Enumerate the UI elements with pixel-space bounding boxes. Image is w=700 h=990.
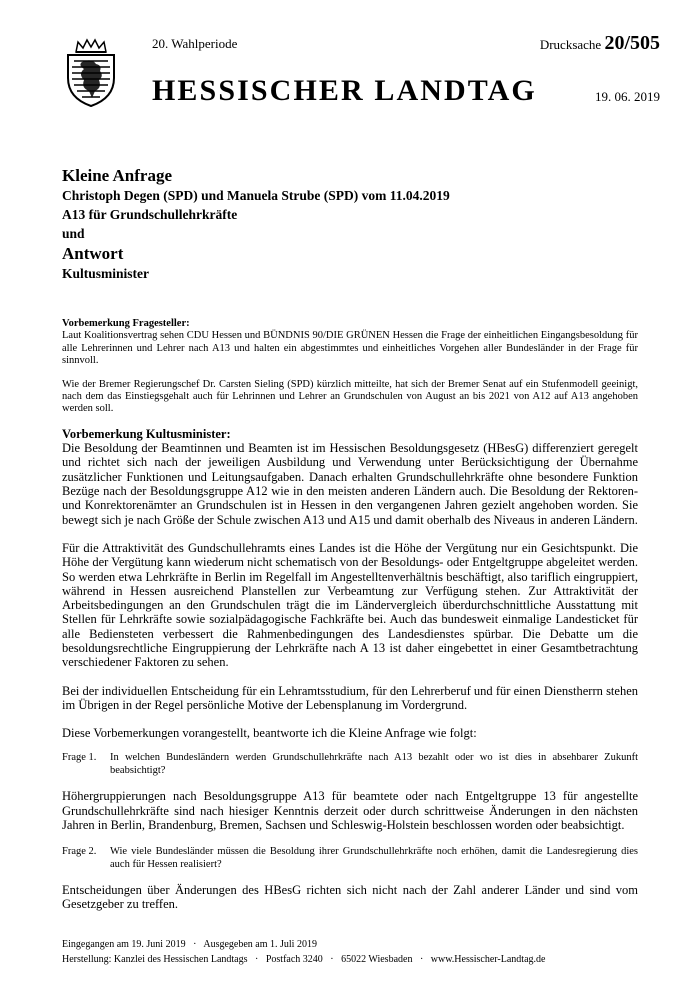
paragraph: Bei der individuellen Entscheidung für ein Lehramtsstudium, für den Lehrerberuf und für einen Dienstherrn stehen im Übrigen in der Regel persönliche Motive der Lebensplanung im Vordergrund. bbox=[62, 683, 638, 712]
paragraph: Die Besoldung der Beamtinnen und Beamten ist im Hessischen Besoldungsgesetz (HBesG) differenziert geregelt und richtet sich nach der jeweiligen Ausbildung und Verwendung unter Berücksichtigung der Übernahme zusätzlicher Funktionen und Leitungsaufgaben. Danach erhalten Grundschullehrkräfte ohne besondere Funktion Bezüge nach der Besoldungsgruppe A12 wie in den meisten anderen Ländern auch. Die Besoldung der Rektoren- und Konrektorenämter an Grundschulen ist in Hessen in den vergangenen Jahren gezielt angehoben worden. Sie bewegt sich je nach Größe der Schule zwischen A13 und A15 und damit oberhalb des Niveaus in anderen Ländern. bbox=[62, 441, 638, 527]
footer-imprint: Herstellung: Kanzlei des Hessischen Landtags · Postfach 3240 · 65022 Wiesbaden · www.Hessischer-Landtag.de bbox=[62, 954, 546, 965]
document-footer bbox=[62, 937, 662, 967]
legislative-period: 20. Wahlperiode bbox=[152, 36, 238, 51]
und-line: und bbox=[62, 226, 85, 241]
paragraph: Diese Vorbemerkungen vorangestellt, beantworte ich die Kleine Anfrage wie folgt: bbox=[62, 726, 477, 741]
paragraph: Laut Koalitionsvertrag sehen CDU Hessen und BÜNDNIS 90/DIE GRÜNEN Hessen die Frage der einheitlichen Eingangsbesoldung für alle Lehrerinnen und Lehrer nach A13 und halten ein abgestimmtes und einheitliches Vorgehen aller Bundesländer in der Frage für sinnvoll. bbox=[62, 330, 638, 367]
answer-title: Antwort bbox=[62, 244, 124, 263]
drucksache-label bbox=[540, 32, 660, 55]
document-type: Kleine Anfrage bbox=[62, 166, 173, 185]
drucksache-label-text: Drucksache bbox=[539, 37, 602, 52]
authors-line: Christoph Degen (SPD) und Manuela Strube (SPD) vom 11.04.2019 bbox=[62, 188, 450, 203]
question-1 bbox=[62, 752, 638, 777]
question-text: Wie viele Bundesländer müssen die Besoldung ihrer Grundschullehrkräfte noch erhöhen, damit die Landesregierung dies auch für Hessen realisiert? bbox=[110, 846, 638, 870]
footer-dates: Eingegangen am 19. Juni 2019 · Ausgegeben am 1. Juli 2019 bbox=[62, 939, 317, 950]
topic-line: A13 für Grundschullehrkräfte bbox=[62, 207, 238, 222]
drucksache-number: 20/505 bbox=[604, 32, 660, 54]
section-title-kultusminister: Vorbemerkung Kultusminister: bbox=[62, 426, 231, 441]
question-2 bbox=[62, 846, 638, 871]
question-text: In welchen Bundesländern werden Grundschullehrkräfte nach A13 bezahlt oder wo ist dies in absehbarer Zukunft beabsichtigt? bbox=[110, 752, 638, 776]
paragraph: Wie der Bremer Regierungschef Dr. Carsten Sieling (SPD) kürzlich mitteilte, hat sich der Bremer Senat auf ein Stufenmodell geeinigt, nach dem das Einstiegsgehalt auch für Lehrinnen und Lehrer an Grundschulen von August an bis 2021 von A12 auf A13 angehoben werden soll. bbox=[62, 378, 638, 415]
document-date: 19. 06. 2019 bbox=[595, 89, 660, 104]
hessen-coat-of-arms-icon bbox=[62, 38, 120, 108]
question-label: Frage 1. bbox=[62, 752, 97, 764]
answer-1: Höhergruppierungen nach Besoldungsgruppe A13 für beamtete oder nach Entgeltgruppe 13 für angestellte Grundschullehrkräfte sind nach hiesiger Kenntnis derzeit oder durch schrittweise Änderungen in den nächsten Jahren in Berlin, Brandenburg, Bremen, Sachsen und Schleswig-Holstein beschlossen worden oder beabsichtigt. bbox=[62, 789, 638, 832]
document-body bbox=[62, 318, 638, 912]
ministry-line: Kultusminister bbox=[62, 266, 150, 281]
question-label: Frage 2. bbox=[62, 846, 97, 858]
parliament-title: HESSISCHER LANDTAG bbox=[152, 74, 537, 107]
answer-2: Entscheidungen über Änderungen des HBesG richten sich nicht nach der Zahl anderer Länder und sind vom Gesetzgeber zu treffen. bbox=[62, 883, 638, 912]
section-title-fragesteller: Vorbemerkung Fragesteller: bbox=[62, 318, 190, 329]
document-heading bbox=[62, 165, 662, 283]
paragraph: Für die Attraktivität des Gundschullehramts eines Landes ist die Höhe der Vergütung nur ein Gesichtspunkt. Die Höhe der Vergütung kann wiederum nicht schematisch von der Besoldungs- oder Entgeltgruppe abgeleitet werden. So werden etwa Lehrkräfte in Berlin im Regelfall im Angestelltenverhältnis beschäftigt, also tariflich eingruppiert, während in Hessen ausreichend Planstellen zur Verbeamtung zur Verfügung stehen. Zur Attraktivität der Arbeitsbedingungen an den Grundschulen trägt die im Ländervergleich überdurchschnittliche Ausstattung mit Stellen für Lehrkräfte sowie sozialpädagogische Fachkräfte bei. Auch das bundesweit einmalige Landesticket für alle Bediensteten verbessert die Rahmenbedingungen des Landesdienstes spürbar. Die Debatte um die besoldungsrechtliche Eingruppierung der Lehrkräfte nach A 13 ist daher eingebettet in einer Gesamtbetrachtung verschiedener Faktoren zu sehen. bbox=[62, 540, 638, 670]
